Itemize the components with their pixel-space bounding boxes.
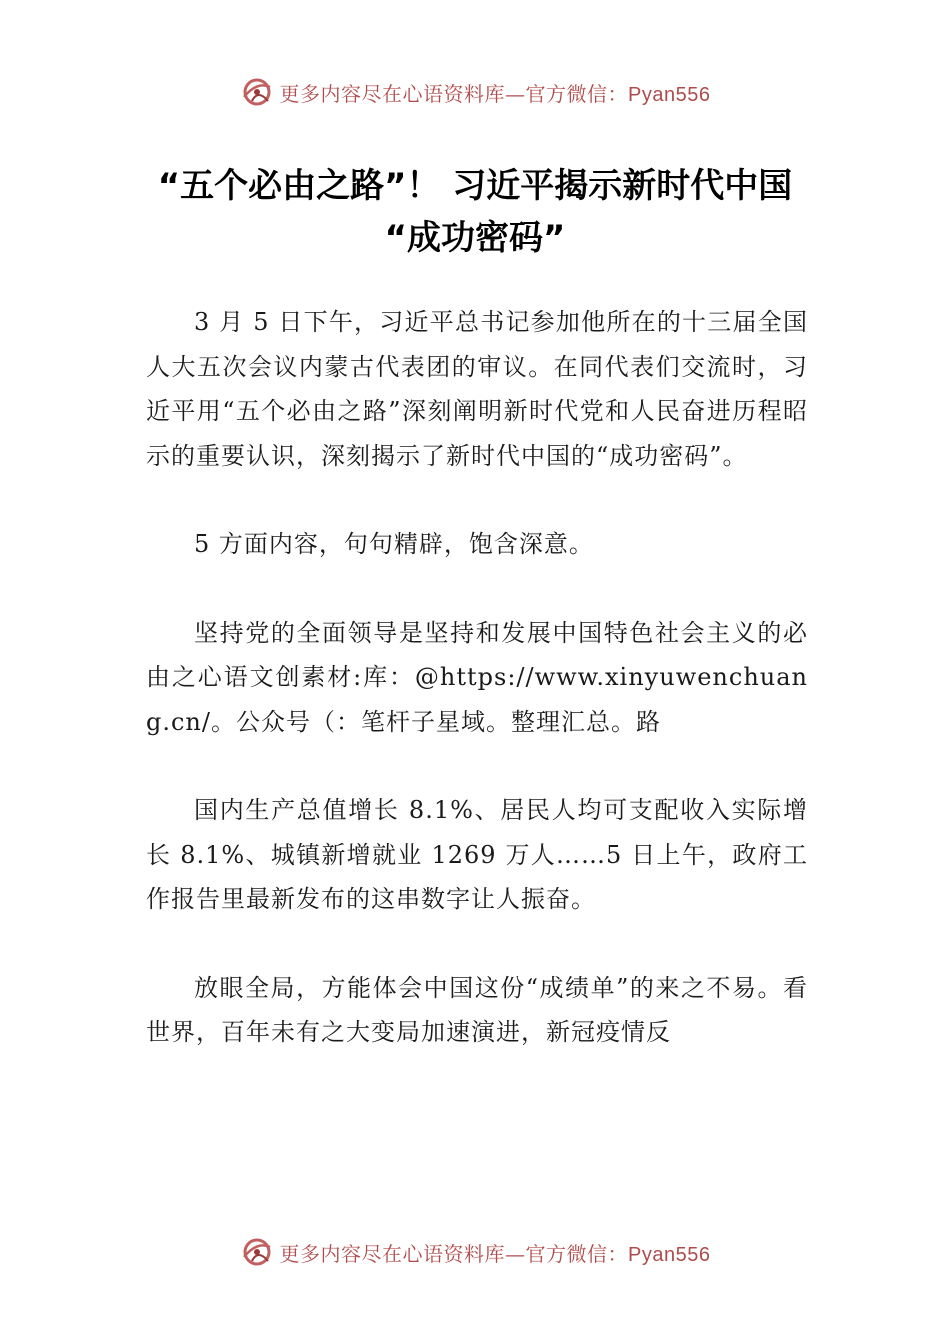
brand-logo-icon bbox=[240, 1235, 274, 1269]
wechat-id: Pyan556 bbox=[628, 1243, 711, 1266]
paragraph: 5 方面内容，句句精辟，饱含深意。 bbox=[194, 530, 594, 558]
paragraph: 国内生产总值增长 8.1%、居民人均可支配收入实际增长 8.1%、城镇新增就业 1269 万人……5 日上午，政府工作报告里最新发布的这串数字让人振奋。 bbox=[146, 796, 808, 913]
paragraph: 3 月 5 日下午，习近平总书记参加他所在的十三届全国人大五次会议内蒙古代表团的审议。在同代表们交流时，习近平用“五个必由之路”深刻阐明新时代党和人民奋进历程昭示的重要认识，深刻揭示了新时代中国的“成功密码”。 bbox=[146, 308, 808, 470]
article-title bbox=[100, 160, 850, 264]
paragraph: 放眼全局，方能体会中国这份“成绩单”的来之不易。看世界，百年未有之大变局加速演进，新冠疫情反 bbox=[146, 973, 808, 1046]
title-line-2: “成功密码” bbox=[384, 218, 566, 258]
wechat-id: Pyan556 bbox=[628, 83, 711, 106]
header-banner bbox=[0, 72, 950, 112]
brand-logo-icon bbox=[240, 75, 274, 109]
footer-banner bbox=[0, 1232, 950, 1272]
article-body bbox=[146, 300, 808, 1099]
paragraph: 坚持党的全面领导是坚持和发展中国特色社会主义的必由之心语文创素材:库：@https://www.xinyuwenchuang.cn/。公众号（：笔杆子星域。整理汇总。路 bbox=[146, 618, 808, 736]
title-line-1: “五个必由之路”！ 习近平揭示新时代中国 bbox=[157, 166, 793, 206]
banner-text: 更多内容尽在心语资料库—官方微信：Pyan556 bbox=[279, 1241, 711, 1266]
banner-text: 更多内容尽在心语资料库—官方微信：Pyan556 bbox=[279, 81, 711, 106]
